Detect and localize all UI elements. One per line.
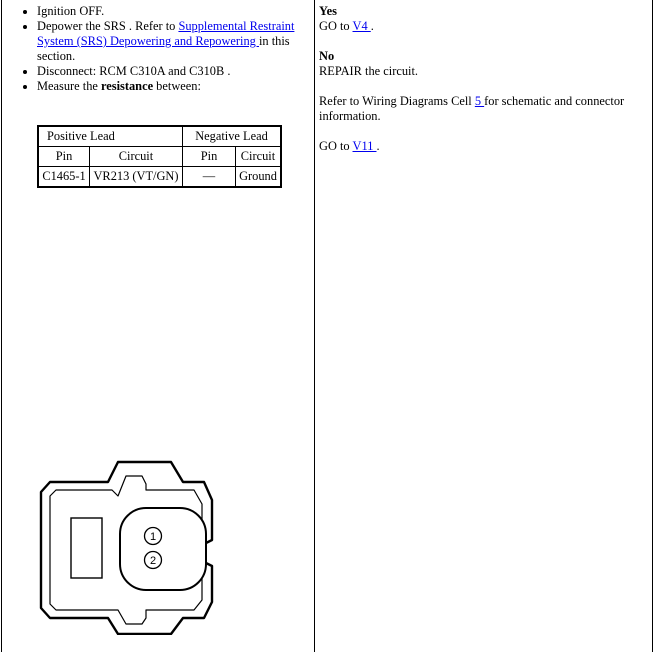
- step-measure: [37, 79, 308, 94]
- neg-pin-header: Pin: [183, 147, 236, 167]
- pos-pin-header: Pin: [38, 147, 90, 167]
- pos-circuit-value: VR213 (VT/GN): [90, 167, 183, 188]
- measurement-table: [37, 125, 282, 188]
- step-measure-text: Measure the: [37, 79, 101, 93]
- step-measure-bold: resistance: [101, 79, 154, 93]
- neg-pin-value: —: [183, 167, 236, 188]
- step-depower-text: Depower the SRS . Refer to: [37, 19, 179, 33]
- yes-goto-suffix: .: [370, 19, 374, 33]
- neg-circuit-value: Ground: [236, 167, 282, 188]
- connector-pin-cavity: [120, 508, 206, 590]
- connector-pin-2-label: 2: [149, 555, 157, 567]
- no-goto-text: GO to: [319, 139, 353, 153]
- yes-label: Yes: [319, 4, 337, 18]
- step-measure-suffix: between:: [153, 79, 201, 93]
- step-depower-suffix: in this section.: [37, 34, 290, 63]
- srs-depowering-link[interactable]: Supplemental Restraint System (SRS) Depowering and Repowering: [37, 19, 295, 48]
- column-divider: [314, 0, 315, 652]
- wiring-cell-5-link[interactable]: 5: [474, 94, 485, 108]
- pos-circuit-header: Circuit: [90, 147, 183, 167]
- step-depower-srs: [37, 19, 308, 64]
- test-steps-column: [22, 4, 308, 94]
- yes-goto: [319, 19, 645, 34]
- no-goto: [319, 139, 645, 154]
- wiring-diagram-ref: [319, 94, 645, 124]
- no-goto-suffix: .: [376, 139, 380, 153]
- pos-pin-value: C1465-1: [38, 167, 90, 188]
- connector-pin-1-label: 1: [149, 531, 157, 543]
- step-disconnect: • Disconnect: RCM C310A and C310B .: [37, 64, 308, 79]
- positive-lead-header: Positive Lead: [38, 126, 183, 147]
- no-label: No: [319, 49, 335, 63]
- connector-latch-slot: [71, 518, 102, 578]
- no-action: REPAIR the circuit.: [319, 64, 419, 78]
- results-column: [319, 4, 645, 154]
- goto-v4-link[interactable]: V4: [352, 19, 371, 33]
- wiring-ref-text: Refer to Wiring Diagrams Cell: [319, 94, 475, 108]
- neg-circuit-header: Circuit: [236, 147, 282, 167]
- goto-v11-link[interactable]: V11: [352, 139, 377, 153]
- step-ignition-off: • Ignition OFF.: [37, 4, 308, 19]
- yes-goto-text: GO to: [319, 19, 353, 33]
- test-steps-list: [22, 4, 308, 94]
- wiring-ref-suffix: for schematic and connector information.: [319, 94, 625, 123]
- connector-face-diagram: [38, 460, 248, 635]
- negative-lead-header: Negative Lead: [183, 126, 282, 147]
